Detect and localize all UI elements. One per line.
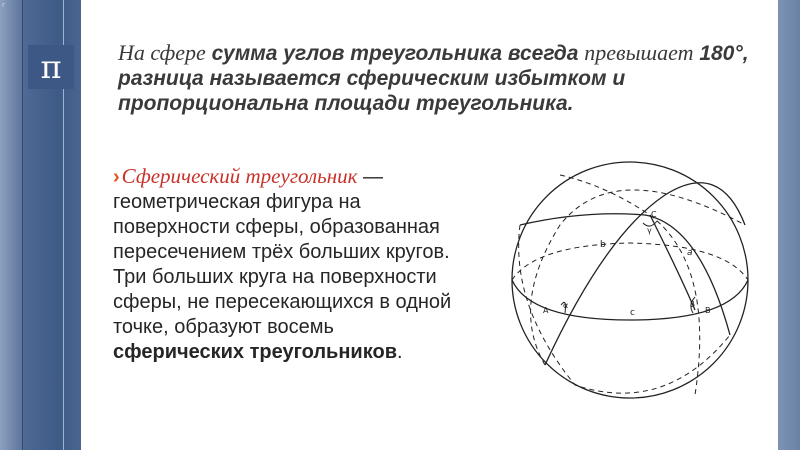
sphere-figure bbox=[505, 155, 755, 405]
bullet-marker: › bbox=[113, 166, 120, 188]
great-circle-back-1 bbox=[531, 190, 745, 365]
bullet-bold-text: сферических треугольников bbox=[113, 341, 397, 363]
heading-part-2: сумма углов треугольника всегда bbox=[211, 42, 579, 65]
bullet-term: Сферический треугольник bbox=[121, 164, 358, 188]
heading-part-4: , разница называется сферическим избытком и пропорциональна площади треугольника. bbox=[118, 42, 749, 115]
label-C: C bbox=[651, 210, 657, 219]
label-gamma: γ bbox=[647, 226, 652, 235]
slide-heading bbox=[118, 40, 758, 116]
heading-part-3: превышает bbox=[584, 40, 694, 65]
corner-mark: r bbox=[2, 1, 5, 9]
bullet-item bbox=[113, 164, 453, 365]
label-b: b bbox=[600, 240, 606, 250]
heading-part-1: На сфере bbox=[118, 40, 206, 65]
great-circle-front-3 bbox=[560, 175, 700, 395]
bullet-end: . bbox=[396, 341, 403, 363]
label-B: B bbox=[705, 306, 711, 315]
label-c: c bbox=[630, 308, 635, 318]
pi-glyph: π bbox=[40, 48, 62, 86]
label-a: a bbox=[687, 248, 693, 258]
right-accent-bar bbox=[778, 0, 800, 450]
slide-left-margin bbox=[0, 0, 22, 450]
sphere-outline bbox=[512, 162, 748, 398]
label-beta: β bbox=[690, 300, 696, 309]
pi-icon bbox=[28, 45, 74, 89]
bullet-text: — геометрическая фигура на поверхности сферы, образованная пересечением трёх больших кругов. Три больших круга на поверхности сферы, не пересекающихся в одной точке, образуют восемь bbox=[113, 166, 452, 338]
label-A: A bbox=[543, 306, 549, 315]
great-circle-front-4 bbox=[650, 215, 695, 310]
label-alpha: α bbox=[563, 301, 569, 310]
heading-number: 180° bbox=[699, 42, 743, 65]
